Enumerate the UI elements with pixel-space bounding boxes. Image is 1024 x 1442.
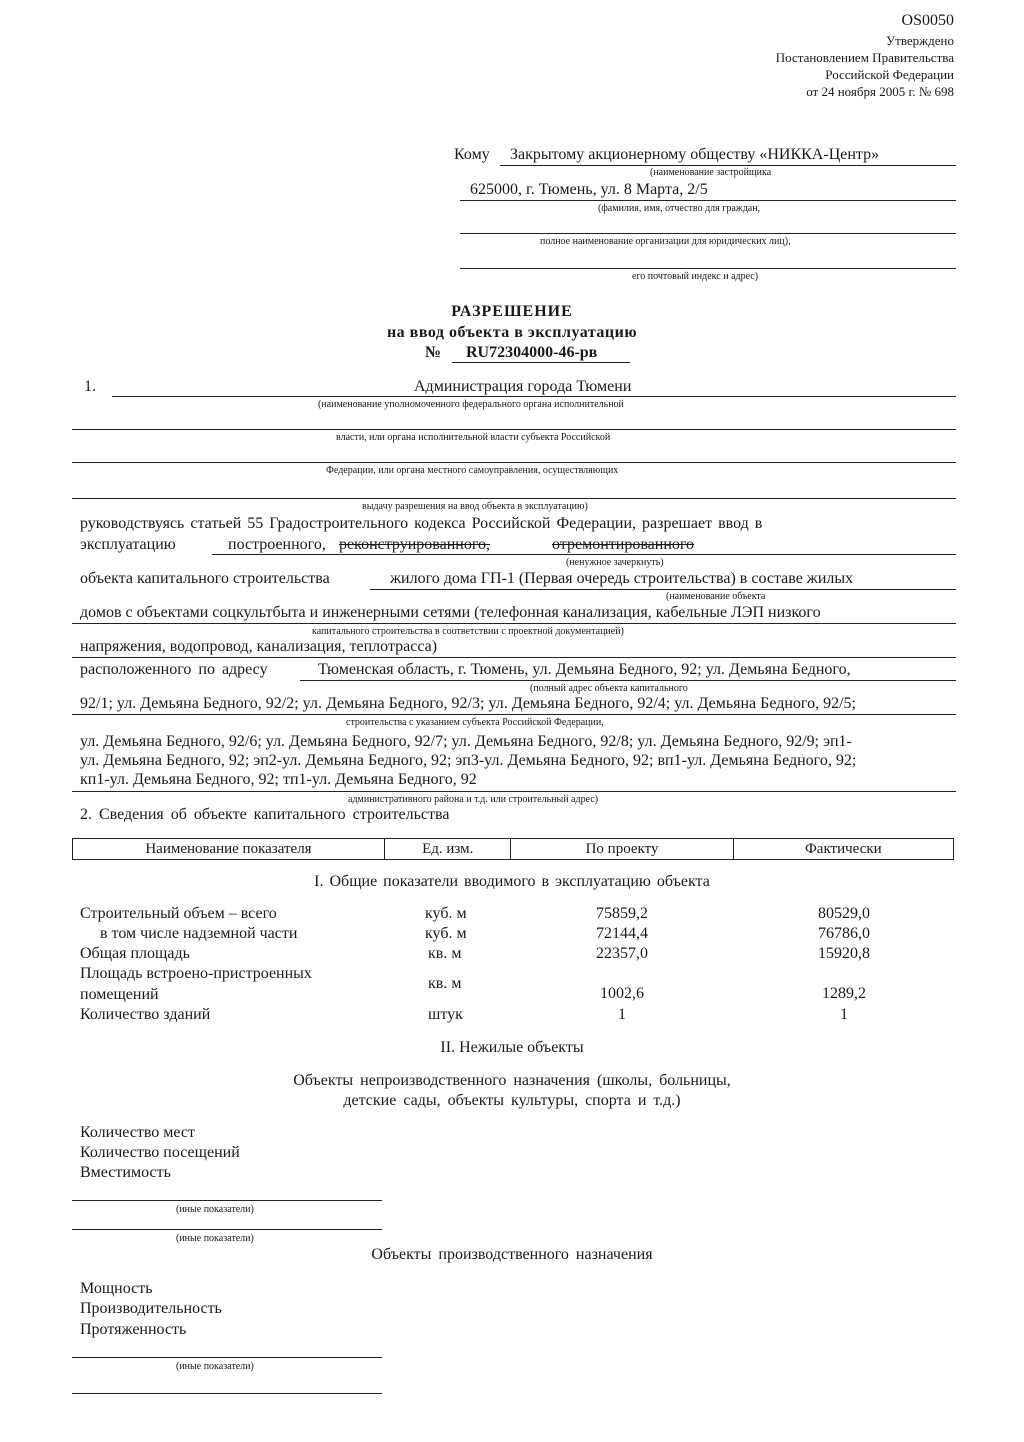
recipient-address-line: [460, 200, 956, 201]
group-1-title: I. Общие показатели вводимого в эксплуатацию объекта: [314, 873, 710, 890]
row-project-2: 72144,4: [596, 925, 648, 942]
prod-title: Объекты производственного назначения: [371, 1246, 653, 1263]
approval-line-3: Российской Федерации: [825, 67, 954, 82]
other-line-3: [72, 1357, 382, 1358]
prod-item-length: Протяженность: [80, 1321, 187, 1338]
recipient-name: Закрытому акционерному обществу «НИККА-Центр»: [510, 146, 880, 163]
row-actual-4: 1289,2: [822, 985, 866, 1002]
address-line-4: ул. Демьяна Бедного, 92; эп2-ул. Демьяна Бедного, 92; эп3-ул. Демьяна Бедного, 92; вп1-ул. Демьяна Бедного, 92;: [80, 752, 857, 769]
authority-caption-2: власти, или органа исполнительной власти субъекта Российской: [336, 432, 611, 443]
object-line-3: [72, 657, 956, 658]
group-2-title: II. Нежилые объекты: [440, 1039, 584, 1056]
address-caption-2: строительства с указанием субъекта Российской Федерации,: [346, 717, 604, 728]
strike-caption: (ненужное зачеркнуть): [566, 557, 664, 568]
recipient-caption-3: полное наименование организации для юридических лиц),: [540, 236, 791, 247]
row-project-1: 75859,2: [596, 905, 648, 922]
row-name-5: Количество зданий: [80, 1006, 211, 1023]
row-project-3: 22357,0: [596, 945, 648, 962]
object-caption-1: (наименование объекта: [666, 591, 766, 602]
row-unit-4: кв. м: [428, 975, 462, 992]
header-project: По проекту: [511, 839, 733, 860]
object-name-line-1: жилого дома ГП-1 (Первая очередь строительства) в составе жилых: [390, 570, 854, 587]
approval-line-1: Утверждено: [885, 33, 954, 48]
row-actual-5: 1: [840, 1006, 848, 1023]
address-line-5: кп1-ул. Демьяна Бедного, 92; тп1-ул. Демьяна Бедного, 92: [80, 771, 477, 788]
issuing-authority: Администрация города Тюмени: [414, 378, 632, 395]
document-heading: РАЗРЕШЕНИЕ: [451, 303, 573, 320]
authority-line-4: [72, 498, 956, 499]
recipient-caption-4: его почтовый индекс и адрес): [632, 271, 759, 282]
authority-caption-4: выдачу разрешения на ввод объекта в эксплуатацию): [362, 501, 588, 512]
nonprod-title-2: детские сады, объекты культуры, спорта и т.д.): [343, 1092, 681, 1109]
row-actual-3: 15920,8: [818, 945, 870, 962]
address-rule-1: [300, 680, 956, 681]
address-line-3: ул. Демьяна Бедного, 92/6; ул. Демьяна Бедного, 92/7; ул. Демьяна Бедного, 92/8; ул. Демьяна Бедного, 92/9; эп1-: [80, 733, 852, 750]
option-line: [212, 554, 956, 555]
permit-number: RU72304000-46-рв: [466, 344, 598, 361]
row-project-5: 1: [618, 1006, 626, 1023]
address-caption-3: административного района и т.д. или строительный адрес): [348, 794, 599, 805]
row-unit-1: куб. м: [425, 905, 467, 922]
authority-line-2: [72, 429, 956, 430]
nonprod-item-capacity: Вместимость: [80, 1164, 171, 1181]
object-name-line-3: напряжения, водопровод, канализация, теплотрасса): [80, 638, 438, 655]
prod-item-power: Мощность: [80, 1280, 153, 1297]
permit-number-line: [452, 362, 630, 363]
recipient-label: Кому: [454, 146, 490, 163]
recipient-name-line: [500, 165, 956, 166]
row-actual-1: 80529,0: [818, 905, 870, 922]
header-unit: Ед. изм.: [384, 839, 511, 860]
row-name-4-cont: помещений: [80, 986, 159, 1003]
address-rule-3: [72, 791, 956, 792]
authority-line: [112, 396, 956, 397]
object-name-line-2: домов с объектами соцкультбыта и инженерными сетями (телефонная канализация, кабельные ЛЭП низкого: [80, 604, 821, 621]
other-line-2: [72, 1229, 382, 1230]
row-actual-2: 76786,0: [818, 925, 870, 942]
nonprod-item-visits: Количество посещений: [80, 1144, 240, 1161]
authority-caption-1: (наименование уполномоченного федерального органа исполнительной: [318, 399, 624, 410]
row-project-4: 1002,6: [600, 985, 644, 1002]
authority-caption-3: Федерации, или органа местного самоуправления, осуществляющих: [326, 465, 619, 476]
address-line-2: 92/1; ул. Демьяна Бедного, 92/2; ул. Демьяна Бедного, 92/3; ул. Демьяна Бедного, 92/4; ул. Демьяна Бедного, 92/5;: [80, 695, 856, 712]
row-unit-2: куб. м: [425, 925, 467, 942]
address-label: расположенного по адресу: [80, 661, 268, 678]
address-caption-1: (полный адрес объекта капитального: [530, 683, 688, 694]
object-caption-2: капитального строительства в соответствии с проектной документацией): [312, 626, 624, 637]
address-line-1: Тюменская область, г. Тюмень, ул. Демьяна Бедного, 92; ул. Демьяна Бедного,: [318, 661, 851, 678]
authority-line-3: [72, 462, 956, 463]
section-2-title: 2. Сведения об объекте капитального строительства: [80, 806, 450, 823]
row-unit-5: штук: [428, 1006, 463, 1023]
row-name-3: Общая площадь: [80, 945, 190, 962]
header-indicator: Наименование показателя: [73, 839, 385, 860]
option-built: построенного,: [228, 536, 326, 553]
row-unit-3: кв. м: [428, 945, 462, 962]
other-caption-3: (иные показатели): [176, 1361, 254, 1372]
permit-number-label: №: [425, 344, 442, 361]
row-name-1: Строительный объем – всего: [80, 905, 277, 922]
section-1-number: 1.: [84, 378, 96, 395]
object-line-1: [370, 589, 956, 590]
prod-item-productivity: Производительность: [80, 1300, 222, 1317]
row-name-2: в том числе надземной части: [100, 925, 298, 942]
object-label: объекта капитального строительства: [80, 570, 330, 587]
option-reconstructed: реконструированного,: [339, 536, 490, 553]
recipient-name-caption: (наименование застройщика: [650, 167, 772, 178]
other-line-4: [72, 1393, 382, 1394]
blank-line-1: [460, 233, 956, 234]
blank-line-2: [460, 268, 956, 269]
indicators-table-header: [72, 838, 954, 860]
other-caption-2: (иные показатели): [176, 1233, 254, 1244]
commissioning-label: эксплуатацию: [80, 536, 176, 553]
recipient-caption-2: (фамилия, имя, отчество для граждан,: [598, 203, 761, 214]
other-caption-1: (иные показатели): [176, 1204, 254, 1215]
form-code: OS0050: [901, 12, 954, 29]
recipient-address: 625000, г. Тюмень, ул. 8 Марта, 2/5: [470, 181, 708, 198]
legal-basis-text: руководствуясь статьей 55 Градостроительного кодекса Российской Федерации, разрешает ввод в: [80, 515, 763, 532]
address-rule-2: [72, 714, 956, 715]
nonprod-title-1: Объекты непроизводственного назначения (школы, больницы,: [293, 1072, 731, 1089]
option-repaired: отремонтированного: [552, 536, 695, 553]
object-line-2: [72, 623, 956, 624]
approval-line-2: Постановлением Правительства: [775, 50, 954, 65]
row-name-4: Площадь встроено-пристроенных: [80, 965, 312, 982]
header-actual: Фактически: [733, 839, 953, 860]
document-subheading: на ввод объекта в эксплуатацию: [386, 324, 638, 341]
approval-line-4: от 24 ноября 2005 г. № 698: [806, 84, 954, 99]
nonprod-item-seats: Количество мест: [80, 1124, 196, 1141]
other-line-1: [72, 1200, 382, 1201]
